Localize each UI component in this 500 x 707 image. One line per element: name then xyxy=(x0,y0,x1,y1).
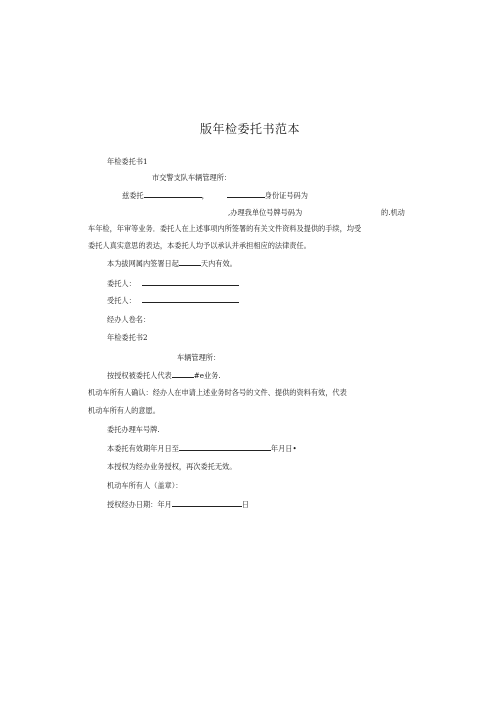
validity-line xyxy=(107,258,237,268)
plate-number-suffix: 的.机动 xyxy=(381,208,405,217)
authorization-prefix: 按授权被委托人代表 xyxy=(107,371,172,380)
validity-prefix: 本为拔网属内签署日起 xyxy=(107,259,179,268)
owner-seal-line: 机动车所有人（盖章）： xyxy=(107,481,183,490)
authorization-line xyxy=(107,370,221,380)
blank-days xyxy=(179,258,201,266)
authorization-date-suffix: 日 xyxy=(241,500,249,509)
blank-representative xyxy=(172,370,194,378)
agent-label: 受托人： xyxy=(107,296,136,305)
handler-signature-line: 经办人卷名： xyxy=(107,315,151,324)
confirmation-line-1: 机动车所有人确认：经办人在申请上述业务时各号的文件、提供的资料有效，代表 xyxy=(88,388,347,397)
agent-line xyxy=(107,295,239,305)
section-heading-1: 年检委托书1 xyxy=(107,157,148,166)
validity-suffix: 天内有效。 xyxy=(200,259,237,268)
principal-label: 委托人： xyxy=(107,279,136,288)
entrust-label: 兹委托 xyxy=(122,191,144,200)
blank-auth-date xyxy=(172,499,242,507)
comma: ， xyxy=(201,191,209,200)
blank-entrustee xyxy=(144,190,202,198)
blank-name xyxy=(227,190,265,198)
authorization-date-line xyxy=(107,499,249,509)
plate-handling-line: 委托办理车号牌. xyxy=(107,425,160,434)
addressee-line-2: 车辆管理所： xyxy=(177,353,221,362)
principal-line xyxy=(107,278,239,288)
blank-end-date xyxy=(179,443,271,451)
addressee-line: 市交警支队车辆管理所： xyxy=(152,173,232,182)
authorization-date-prefix: 授权经办日期：年月 xyxy=(107,500,172,509)
id-number-label: 身份证号码为 xyxy=(264,191,308,200)
section-heading-2: 年检委托书2 xyxy=(107,333,148,342)
validity-period-prefix: 本委托有效期年月日至 xyxy=(107,444,179,453)
confirmation-line-2: 机动车所有人的意愿。 xyxy=(88,406,160,415)
blank-agent xyxy=(142,295,239,303)
body-line-1: 车年检，年审等业务．委托人在上述事项内所签署的有关文件资料及提供的手续，均受 xyxy=(88,224,362,233)
entrust-line xyxy=(122,190,308,200)
authorization-note: 本授权为经办业务授权，再次委托无效。 xyxy=(107,462,237,471)
authorization-suffix: #e业务. xyxy=(193,371,221,380)
body-line-2: 委托人真实意思的表达，本委托人均予以承认并承担相应的法律责任。 xyxy=(88,241,311,250)
validity-period-line xyxy=(107,443,297,453)
blank-principal xyxy=(142,278,239,286)
validity-period-suffix: 年月日• xyxy=(270,444,297,453)
plate-number-label: ,办理我单位号牌号码为 xyxy=(228,208,303,217)
document-title: 版年检委托书范本 xyxy=(199,122,300,136)
